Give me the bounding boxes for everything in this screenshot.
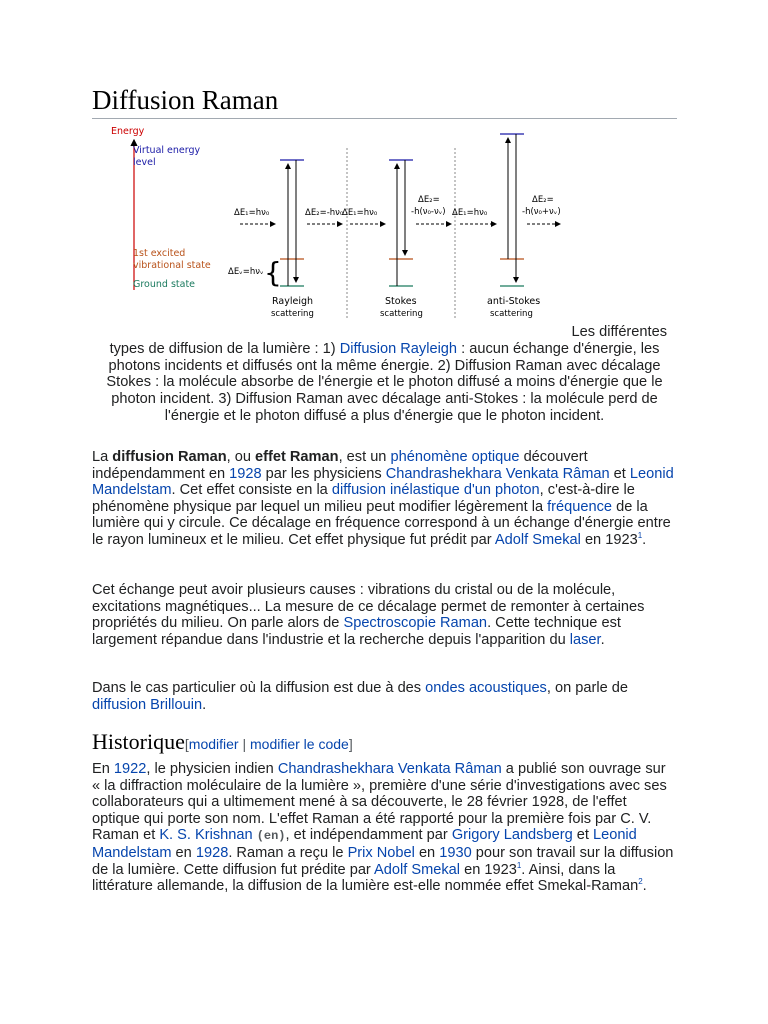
text: de la lumière qui y circule. Ce décalage en fréquence correspond à un échange d'énergie entre le rayon lumineux et le milieu. Cet effet physique fut prédit par xyxy=(92,498,671,548)
stokes-delta-in: ΔE₁=hν₀ xyxy=(342,208,378,218)
stokes-delta-out-1: ΔE₂= xyxy=(418,195,440,205)
text: en xyxy=(171,844,196,861)
excited-label-2: vibrational state xyxy=(133,260,211,271)
link-1928[interactable]: 1928 xyxy=(195,844,229,861)
paragraph-intro xyxy=(92,449,677,549)
section-title: Historique xyxy=(92,729,185,754)
link-krishnan[interactable]: K. S. Krishnan xyxy=(159,827,253,844)
text: . xyxy=(600,631,605,648)
text: . xyxy=(642,878,647,895)
link-laser[interactable]: laser xyxy=(569,631,601,648)
paragraph-causes xyxy=(92,582,677,648)
edit-link[interactable]: modifier xyxy=(188,736,239,752)
rayleigh-title: Rayleigh xyxy=(272,296,314,307)
text: . Ainsi, dans la littérature allemande, la diffusion de la lumière est-elle nommée effet Smekal-Raman xyxy=(92,861,639,895)
figure-caption xyxy=(92,324,677,425)
paragraph-historique xyxy=(92,761,677,895)
text: pour son travail sur la diffusion de la lumière. Cette diffusion fut prédite par xyxy=(92,844,674,878)
rayleigh-delta-out: ΔE₂=-hν₀ xyxy=(305,208,344,218)
text: Dans le cas particulier où la diffusion est due à des xyxy=(92,680,426,696)
text: découvert indépendamment en xyxy=(92,449,588,482)
anti-subtitle: scattering xyxy=(490,309,533,319)
link-smekal[interactable]: Adolf Smekal xyxy=(374,861,461,878)
text: , est un xyxy=(338,449,391,465)
text: . Raman a reçu le xyxy=(228,844,348,861)
text: . xyxy=(202,696,207,713)
stokes-title: Stokes xyxy=(385,296,417,307)
language-tag[interactable]: (en) xyxy=(256,829,286,844)
bracket: [ xyxy=(184,736,189,752)
link-ondes-acoustiques[interactable]: ondes acoustiques xyxy=(425,680,547,696)
edit-source-link[interactable]: modifier le code xyxy=(250,736,349,752)
anti-delta-in: ΔE₁=hν₀ xyxy=(452,208,488,218)
link-diffusion-brillouin[interactable]: diffusion Brillouin xyxy=(92,696,203,713)
edit-section-links xyxy=(185,736,353,752)
link-phenomene-optique[interactable]: phénomène optique xyxy=(390,449,520,465)
text: et xyxy=(609,465,630,482)
link-1930[interactable]: 1930 xyxy=(439,844,472,861)
text: Cet échange peut avoir plusieurs causes : vibrations du cristal ou de la molécule, excitations magnétiques... La mesure de ce décalage permet de remonter à certaines propriétés du milieu. On parle alors de xyxy=(92,582,645,632)
text: , c'est-à-dire le phénomène physique par lequel un milieu peut modifier légèrement la xyxy=(92,482,635,515)
text: en 1923 xyxy=(460,861,517,878)
text: La xyxy=(92,449,113,465)
link-landsberg[interactable]: Grigory Landsberg xyxy=(451,827,573,844)
ground-label: Ground state xyxy=(133,279,196,290)
stokes-delta-out-2: -h(ν₀-νᵥ) xyxy=(411,207,446,217)
text: , ou xyxy=(226,449,256,465)
link-smekal[interactable]: Adolf Smekal xyxy=(494,531,581,548)
caption-text-2: : aucun échange d'énergie, les photons incidents et diffusés ont la même énergie. 2) Diffusion Raman avec décalage Stokes : la molécule absorbe de l'énergie et le photon diffusé a moins d'énergie que le photon incident. 3) Diffusion Raman avec décalage anti-Stokes : la molécule perd de l'énergie et le photon diffusé a plus d'énergie que le photon incident. xyxy=(106,340,663,424)
text: . Cet effet consiste en la xyxy=(171,482,332,499)
link-diffusion-inelastique[interactable]: diffusion inélastique d'un photon xyxy=(331,482,540,499)
text: en xyxy=(414,844,440,861)
anti-delta-out-2: -h(ν₀+νᵥ) xyxy=(522,207,561,217)
section-heading-historique xyxy=(92,728,677,758)
stokes-subtitle: scattering xyxy=(380,309,423,319)
link-1922[interactable]: 1922 xyxy=(113,761,147,777)
text: En xyxy=(92,761,114,777)
link-prix-nobel[interactable]: Prix Nobel xyxy=(347,844,415,861)
bold-diffusion-raman: diffusion Raman xyxy=(112,449,227,465)
text: , le physicien indien xyxy=(146,761,278,777)
caption-text-1: types de diffusion de la lumière : 1) xyxy=(109,340,340,357)
anti-title: anti-Stokes xyxy=(487,296,541,307)
footnote-1[interactable]: 1 xyxy=(516,860,522,870)
curly-brace: { xyxy=(264,256,282,289)
bold-effet-raman: effet Raman xyxy=(255,449,339,465)
text: , on parle de xyxy=(546,680,628,696)
rayleigh-subtitle: scattering xyxy=(271,309,314,319)
link-1928[interactable]: 1928 xyxy=(229,465,262,482)
text: . Cette technique est largement répandue dans l'industrie et la recherche depuis l'apparition du xyxy=(92,615,621,648)
text: par les physiciens xyxy=(261,465,386,482)
text: a publié son ouvrage sur « la diffraction moléculaire de la lumière », première d'une série d'investigations avec ses collaborateurs qui a ultimement mené à sa découverte, le 28 février 1928, de l'effet optique qui porte son nom. L'effet Raman a été rapporté pour la première fois par C. V. Raman et xyxy=(92,761,667,844)
ev-label: ΔEᵥ=hνᵥ xyxy=(228,267,264,277)
caption-first: Les différentes xyxy=(571,324,667,340)
text: , et indépendamment par xyxy=(285,827,452,844)
paragraph-brillouin xyxy=(92,680,677,713)
rayleigh-delta-in: ΔE₁=hν₀ xyxy=(234,208,270,218)
page-title: Diffusion Raman xyxy=(92,84,677,119)
energy-label: Energy xyxy=(111,126,145,137)
raman-diagram xyxy=(102,118,572,323)
virtual-label-2: level xyxy=(133,157,156,168)
separator: | xyxy=(238,736,250,752)
excited-label-1: 1st excited xyxy=(133,248,186,259)
text: . xyxy=(642,531,647,548)
link-diffusion-rayleigh[interactable]: Diffusion Rayleigh xyxy=(339,340,458,357)
link-raman[interactable]: Chandrashekhara Venkata Râman xyxy=(277,761,502,777)
link-raman[interactable]: Chandrashekhara Venkata Râman xyxy=(385,465,610,482)
text: et xyxy=(572,827,593,844)
anti-delta-out-1: ΔE₂= xyxy=(532,195,554,205)
link-mandelstam[interactable]: Leonid Mandelstam xyxy=(92,827,637,861)
footnote-1[interactable]: 1 xyxy=(637,531,643,541)
text: en 1923 xyxy=(580,531,638,548)
bracket: ] xyxy=(348,736,353,752)
link-mandelstam[interactable]: Leonid Mandelstam xyxy=(92,465,674,499)
virtual-label-1: Virtual energy xyxy=(133,145,201,156)
link-spectroscopie-raman[interactable]: Spectroscopie Raman xyxy=(343,615,488,632)
footnote-2[interactable]: 2 xyxy=(638,877,643,887)
link-frequence[interactable]: fréquence xyxy=(547,498,613,515)
